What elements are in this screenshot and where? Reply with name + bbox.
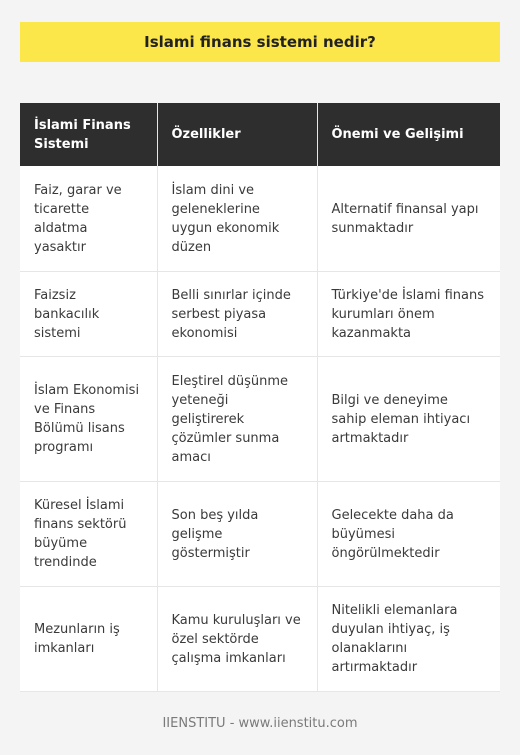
table-cell: Belli sınırlar içinde serbest piyasa ekonomisi (157, 272, 317, 357)
table-header-row (20, 103, 500, 166)
table-cell: İslam Ekonomisi ve Finans Bölümü lisans programı (20, 357, 157, 482)
table-cell: Nitelikli elemanlara duyulan ihtiyaç, iş olanaklarını artırmaktadır (317, 587, 500, 692)
table-cell: Faizsiz bankacılık sistemi (20, 272, 157, 357)
footer-credit: IIENSTITU - www.iienstitu.com (162, 716, 358, 731)
column-header: Önemi ve Gelişimi (317, 103, 500, 166)
table-row (20, 272, 500, 357)
table-cell: Türkiye'de İslami finans kurumları önem kazanmakta (317, 272, 500, 357)
table-cell: Alternatif finansal yapı sunmaktadır (317, 166, 500, 272)
table-cell: Mezunların iş imkanları (20, 587, 157, 692)
page-title: Islami finans sistemi nedir? (20, 22, 500, 62)
table-cell: Küresel İslami finans sektörü büyüme trendinde (20, 482, 157, 587)
table-cell: İslam dini ve geleneklerine uygun ekonomik düzen (157, 166, 317, 272)
table-row (20, 482, 500, 587)
table-cell: Bilgi ve deneyime sahip eleman ihtiyacı artmaktadır (317, 357, 500, 482)
column-header: İslami Finans Sistemi (20, 103, 157, 166)
table-row (20, 357, 500, 482)
finance-table (20, 103, 500, 692)
table-cell: Gelecekte daha da büyümesi öngörülmektedir (317, 482, 500, 587)
table-cell: Eleştirel düşünme yeteneği geliştirerek çözümler sunma amacı (157, 357, 317, 482)
column-header: Özellikler (157, 103, 317, 166)
table-cell: Faiz, garar ve ticarette aldatma yasaktır (20, 166, 157, 272)
table-cell: Kamu kuruluşları ve özel sektörde çalışma imkanları (157, 587, 317, 692)
table-row (20, 587, 500, 692)
table-row (20, 166, 500, 272)
table-cell: Son beş yılda gelişme göstermiştir (157, 482, 317, 587)
